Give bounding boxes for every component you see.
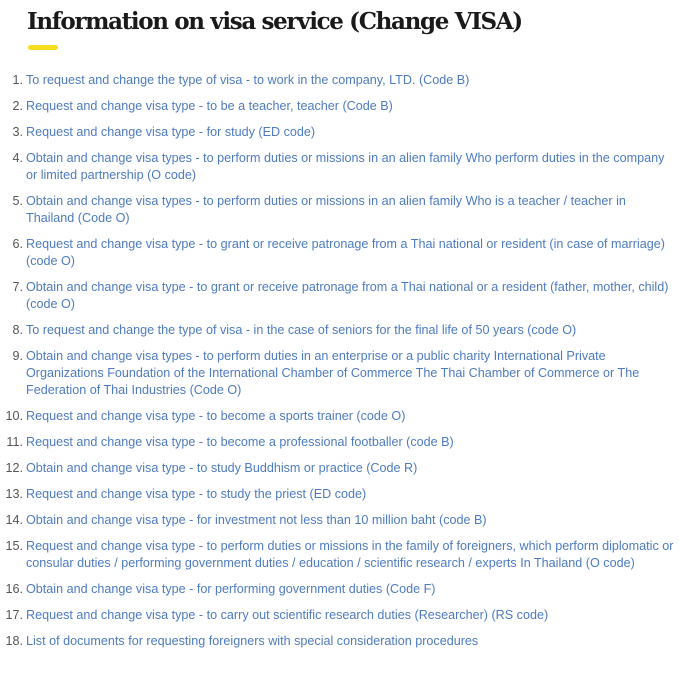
item-number: 3. xyxy=(12,125,23,139)
visa-item-link[interactable]: Request and change visa type - to become a sports trainer (code O) xyxy=(26,409,406,423)
list-item xyxy=(0,124,675,141)
item-number: 12. xyxy=(5,461,23,475)
visa-item-link[interactable]: Request and change visa type - to be a teacher, teacher (Code B) xyxy=(26,99,393,113)
list-item xyxy=(0,633,675,650)
list-item xyxy=(0,581,675,598)
list-item xyxy=(0,486,675,503)
list-item xyxy=(0,408,675,425)
visa-item-link[interactable]: Request and change visa type - to perform duties or missions in the family of foreigners, which perform diplomatic or consular duties / performing government duties / education / scientific research / experts In Thailand (O code) xyxy=(26,539,674,570)
list-item xyxy=(0,322,675,339)
list-item xyxy=(0,607,675,624)
visa-item-link[interactable]: Request and change visa type - for study (ED code) xyxy=(26,125,316,139)
list-item xyxy=(0,236,675,270)
list-item xyxy=(0,193,675,227)
visa-item-link[interactable]: Obtain and change visa type - for investment not less than 10 million baht (code B) xyxy=(26,513,487,527)
page-title: Information on visa service (Change VISA) xyxy=(27,8,522,35)
visa-item-link[interactable]: Obtain and change visa type - to grant or receive patronage from a Thai national or a resident (father, mother, child) (code O) xyxy=(26,280,669,311)
item-number: 16. xyxy=(5,582,23,596)
item-number: 1. xyxy=(12,73,23,87)
item-number: 15. xyxy=(5,539,23,553)
visa-item-link[interactable]: Request and change visa type - to become a professional footballer (code B) xyxy=(26,435,454,449)
visa-item-link[interactable]: List of documents for requesting foreigners with special consideration procedures xyxy=(26,634,479,648)
title-underline xyxy=(28,45,58,50)
list-item xyxy=(0,538,675,572)
item-number: 9. xyxy=(12,349,23,363)
item-number: 4. xyxy=(12,151,23,165)
item-number: 2. xyxy=(12,99,23,113)
list-item xyxy=(0,98,675,115)
item-number: 11. xyxy=(6,435,23,449)
visa-item-link[interactable]: Obtain and change visa types - to perform duties in an enterprise or a public charity International Private Organizations Foundation of the International Chamber of Commerce The Thai Chamber of Commerce or The Federation of Thai Industries (Code O) xyxy=(26,349,640,397)
list-item xyxy=(0,512,675,529)
list-item xyxy=(0,460,675,477)
list-item xyxy=(0,150,675,184)
list-item xyxy=(0,434,675,451)
visa-item-link[interactable]: Obtain and change visa type - to study Buddhism or practice (Code R) xyxy=(26,461,418,475)
visa-item-link[interactable]: Request and change visa type - to carry out scientific research duties (Researcher) (RS code) xyxy=(26,608,549,622)
item-number: 5. xyxy=(12,194,23,208)
item-number: 10. xyxy=(5,409,23,423)
visa-item-link[interactable]: Request and change visa type - to grant or receive patronage from a Thai national or resident (in case of marriage) (code O) xyxy=(26,237,665,268)
item-number: 14. xyxy=(5,513,23,527)
item-number: 7. xyxy=(12,280,23,294)
visa-item-link[interactable]: Request and change visa type - to study the priest (ED code) xyxy=(26,487,367,501)
item-number: 6. xyxy=(12,237,23,251)
visa-item-link[interactable]: Obtain and change visa types - to perform duties or missions in an alien family Who is a teacher / teacher in Thailand (Code O) xyxy=(26,194,626,225)
item-number: 8. xyxy=(12,323,23,337)
visa-item-link[interactable]: To request and change the type of visa - to work in the company, LTD. (Code B) xyxy=(26,73,470,87)
item-number: 17. xyxy=(5,608,23,622)
visa-service-list xyxy=(0,72,675,659)
list-item xyxy=(0,279,675,313)
visa-item-link[interactable]: Obtain and change visa types - to perform duties or missions in an alien family Who perform duties in the company or limited partnership (O code) xyxy=(26,151,665,182)
list-item xyxy=(0,348,675,399)
item-number: 13. xyxy=(5,487,23,501)
list-item xyxy=(0,72,675,89)
item-number: 18. xyxy=(5,634,23,648)
visa-item-link[interactable]: To request and change the type of visa - in the case of seniors for the final life of 50 years (code O) xyxy=(26,323,577,337)
visa-item-link[interactable]: Obtain and change visa type - for performing government duties (Code F) xyxy=(26,582,436,596)
